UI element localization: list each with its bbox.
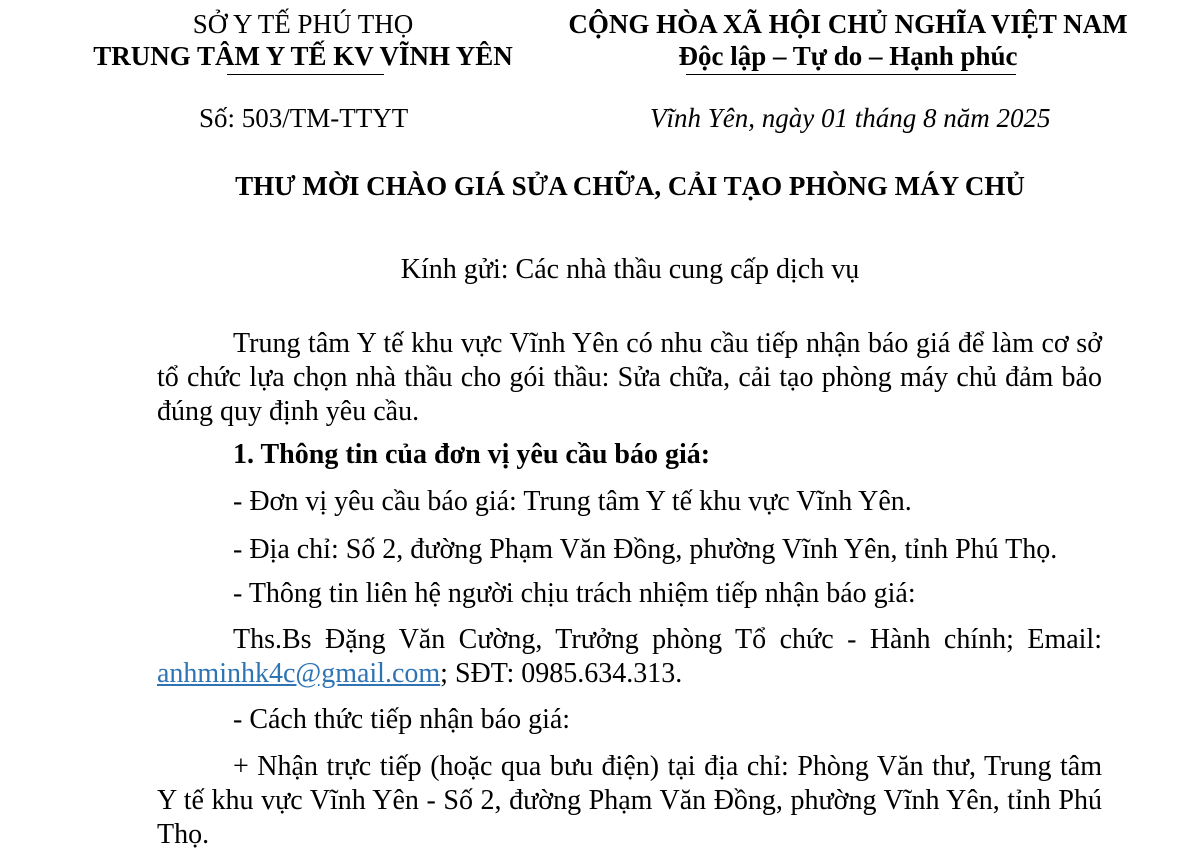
receive-method-label: - Cách thức tiếp nhận báo giá: xyxy=(233,704,571,735)
contact-label: - Thông tin liên hệ người chịu trách nhiệm tiếp nhận báo giá: xyxy=(233,578,916,609)
nation-name: CỘNG HÒA XÃ HỘI CHỦ NGHĨA VIỆT NAM xyxy=(568,9,1128,39)
department-name: SỞ Y TẾ PHÚ THỌ xyxy=(192,9,414,39)
phone-number: ; SĐT: 0985.634.313. xyxy=(440,658,683,689)
contact-paragraph xyxy=(157,623,1102,691)
recipient-line: Kính gửi: Các nhà thầu cung cấp dịch vụ xyxy=(400,254,860,285)
document-number: Số: 503/TM-TTYT xyxy=(199,103,409,133)
requesting-unit: - Đơn vị yêu cầu báo giá: Trung tâm Y tế khu vực Vĩnh Yên. xyxy=(233,486,912,517)
contact-person: Ths.Bs Đặng Văn Cường, Trưởng phòng Tổ chức - Hành chính; Email: xyxy=(233,624,1102,655)
national-motto: Độc lập – Tự do – Hạnh phúc xyxy=(678,41,1018,71)
motto-underline xyxy=(686,74,1016,75)
unit-address: - Địa chỉ: Số 2, đường Phạm Văn Đồng, phường Vĩnh Yên, tỉnh Phú Thọ. xyxy=(233,534,1058,565)
receive-direct-paragraph: + Nhận trực tiếp (hoặc qua bưu điện) tại địa chỉ: Phòng Văn thư, Trung tâm Y tế khu vực Vĩnh Yên - Số 2, đường Phạm Văn Đồng, phường Vĩnh Yên, tỉnh Phú Thọ. xyxy=(157,751,1102,850)
place-date: Vĩnh Yên, ngày 01 tháng 8 năm 2025 xyxy=(650,103,1051,133)
organization-name: TRUNG TÂM Y TẾ KV VĨNH YÊN xyxy=(93,41,513,71)
email-link[interactable]: anhminhk4c@gmail.com xyxy=(157,658,441,689)
org-underline xyxy=(227,74,384,75)
intro-paragraph: Trung tâm Y tế khu vực Vĩnh Yên có nhu cầu tiếp nhận báo giá để làm cơ sở tổ chức lựa chọn nhà thầu cho gói thầu: Sửa chữa, cải tạo phòng máy chủ đảm bảo đúng quy định yêu cầu. xyxy=(157,328,1102,427)
section-1-heading: 1. Thông tin của đơn vị yêu cầu báo giá: xyxy=(233,439,711,470)
letter-title: THƯ MỜI CHÀO GIÁ SỬA CHỮA, CẢI TẠO PHÒNG MÁY CHỦ xyxy=(235,171,1025,201)
